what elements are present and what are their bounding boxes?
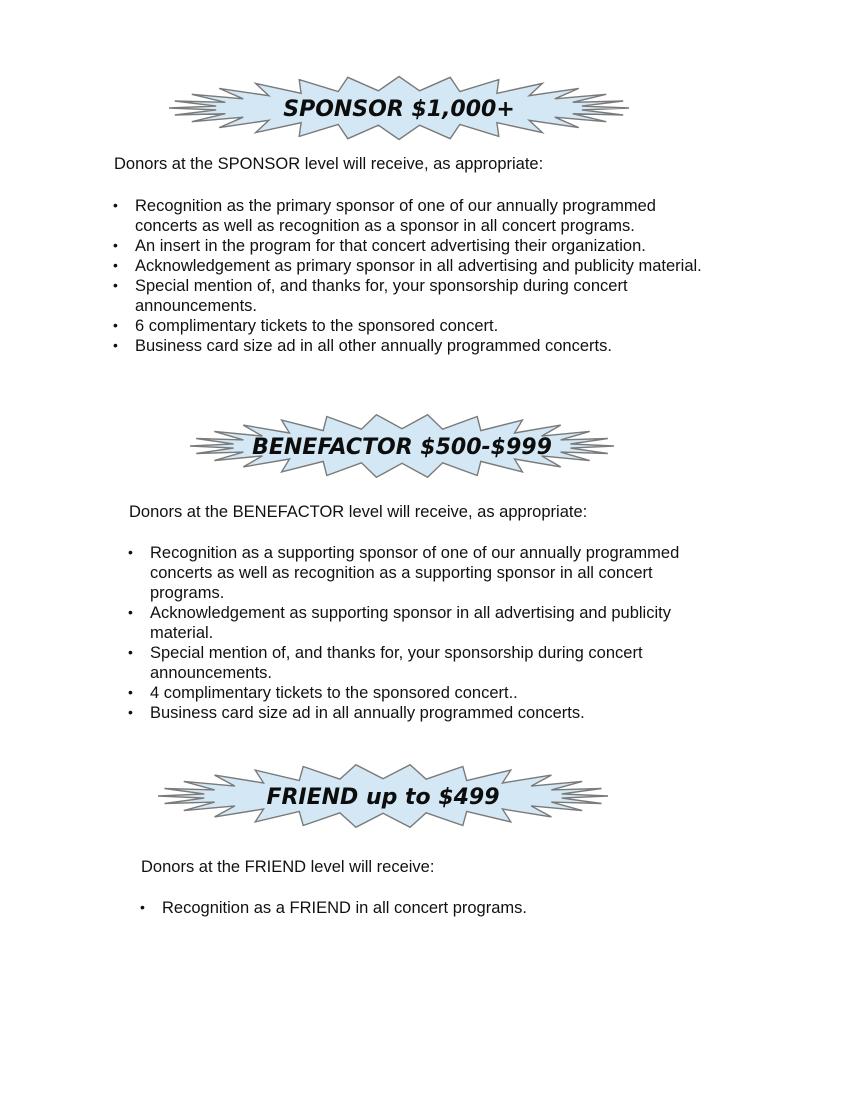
list-item: • Acknowledgement as supporting sponsor in all advertising and publicity material. xyxy=(128,603,688,643)
list-item: • Special mention of, and thanks for, your sponsorship during concert announcements. xyxy=(113,276,713,316)
list-item: • 6 complimentary tickets to the sponsored concert. xyxy=(113,316,713,336)
starburst-shape xyxy=(175,410,630,482)
friend-intro: Donors at the FRIEND level will receive: xyxy=(141,858,435,876)
starburst-shape xyxy=(143,760,623,832)
friend-benefits-list xyxy=(140,898,700,918)
list-item: • Business card size ad in all other annually programmed concerts. xyxy=(113,336,713,356)
starburst-shape xyxy=(152,72,647,144)
list-item: • Special mention of, and thanks for, your sponsorship during concert announcements. xyxy=(128,643,688,683)
list-item: • An insert in the program for that concert advertising their organization. xyxy=(113,236,713,256)
sponsor-intro: Donors at the SPONSOR level will receive, as appropriate: xyxy=(114,155,544,173)
list-item: • Acknowledgement as primary sponsor in all advertising and publicity material. xyxy=(113,256,713,276)
benefactor-benefits-list xyxy=(128,543,688,723)
list-item: • 4 complimentary tickets to the sponsored concert.. xyxy=(128,683,688,703)
list-item: • Recognition as a FRIEND in all concert programs. xyxy=(140,898,700,918)
benefactor-starburst xyxy=(175,410,630,482)
friend-starburst xyxy=(143,760,623,832)
sponsor-title: SPONSOR $1,000+ xyxy=(283,97,515,122)
list-item: • Recognition as a supporting sponsor of one of our annually programmed concerts as well as recognition as a supporting sponsor in all concert programs. xyxy=(128,543,688,603)
friend-title: FRIEND up to $499 xyxy=(266,785,500,810)
sponsor-starburst xyxy=(152,72,647,144)
benefactor-intro: Donors at the BENEFACTOR level will receive, as appropriate: xyxy=(129,503,588,521)
list-item: • Business card size ad in all annually programmed concerts. xyxy=(128,703,688,723)
list-item: • Recognition as the primary sponsor of one of our annually programmed concerts as well as recognition as a sponsor in all concert programs. xyxy=(113,196,713,236)
benefactor-title: BENEFACTOR $500-$999 xyxy=(252,435,552,460)
sponsor-benefits-list xyxy=(113,196,713,356)
